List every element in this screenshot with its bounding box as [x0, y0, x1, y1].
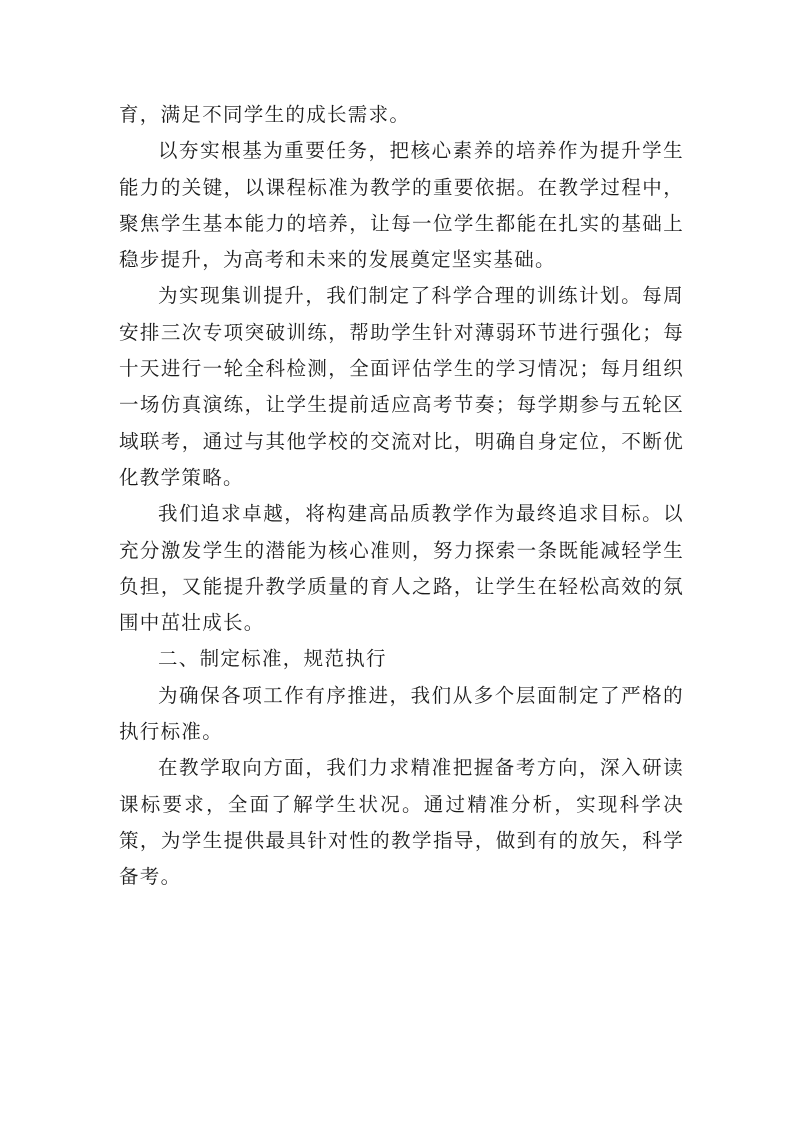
document-body — [119, 97, 684, 896]
paragraph-excellence: 我们追求卓越，将构建高品质教学作为最终追求目标。以充分激发学生的潜能为核心准则，努力探索一条既能减轻学生负担，又能提升教学质量的育人之路，让学生在轻松高效的氛围中茁壮成长。 — [119, 502, 684, 635]
paragraph-foundation: 以夯实根基为重要任务，把核心素养的培养作为提升学生能力的关键，以课程标准为教学的重要依据。在教学过程中，聚焦学生基本能力的培养，让每一位学生都能在扎实的基础上稳步提升，为高考和未来的发展奠定坚实基础。 — [119, 139, 684, 272]
paragraph-continuation: 育，满足不同学生的成长需求。 — [119, 103, 411, 126]
paragraph-teaching-orientation: 在教学取向方面，我们力求精准把握备考方向，深入研读课标要求，全面了解学生状况。通过精准分析，实现科学决策，为学生提供最具针对性的教学指导，做到有的放矢，科学备考。 — [119, 756, 684, 889]
section-heading: 二、制定标准，规范执行 — [158, 647, 387, 671]
paragraph-training-plan: 为实现集训提升，我们制定了科学合理的训练计划。每周安排三次专项突破训练，帮助学生针对薄弱环节进行强化；每十天进行一轮全科检测，全面评估学生的学习情况；每月组织一场仿真演练，让学生提前适应高考节奏；每学期参与五轮区域联考，通过与其他学校的交流对比，明确自身定位，不断优化教学策略。 — [119, 284, 684, 489]
paragraph-standards: 为确保各项工作有序推进，我们从多个层面制定了严格的执行标准。 — [119, 683, 684, 744]
